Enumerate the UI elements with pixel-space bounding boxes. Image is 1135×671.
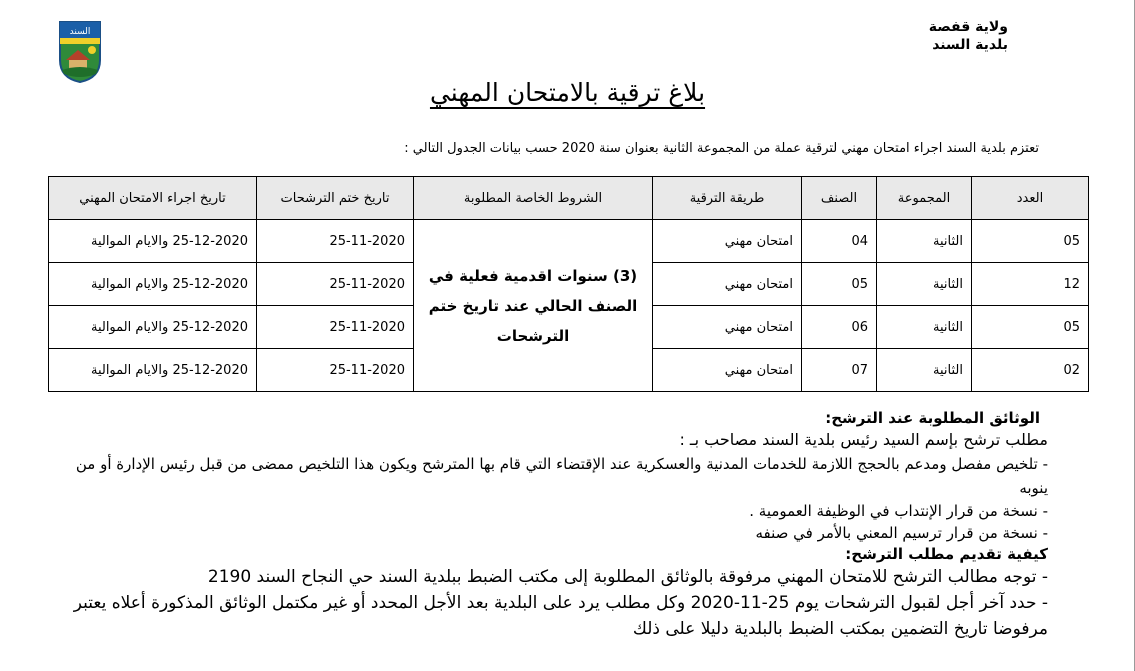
cell-deadline: 25-11-2020	[257, 349, 414, 392]
cell-exam-date: 25-12-2020 والايام الموالية	[49, 263, 257, 306]
cell-grade: 04	[802, 220, 877, 263]
cell-exam-date: 25-12-2020 والايام الموالية	[49, 349, 257, 392]
cell-grade: 06	[802, 306, 877, 349]
issuer-header	[929, 18, 1008, 54]
notice-body	[48, 408, 1048, 642]
cell-count: 05	[972, 220, 1089, 263]
cell-deadline: 25-11-2020	[257, 220, 414, 263]
header-conditions: الشروط الخاصة المطلوبة	[414, 177, 653, 220]
intro-paragraph: تعتزم بلدية السند اجراء امتحان مهني لترقية عملة من المجموعة الثانية بعنوان سنة 2020 حسب بيانات الجدول التالي :	[404, 141, 1039, 156]
table-header-row	[49, 177, 1089, 220]
table-row	[49, 220, 1089, 263]
header-method: طريقة الترقية	[653, 177, 802, 220]
page-title	[0, 78, 1135, 107]
cell-count: 05	[972, 306, 1089, 349]
documents-item-summary: - تلخيص مفصل ومدعم بالحجج اللازمة للخدمات المدنية والعسكرية عند الإقتضاء التي قام بها المترشح ويكون هذا التلخيص ممضى من قبل رئيس الإدارة أو من ينوبه	[75, 455, 1048, 497]
cell-count: 02	[972, 349, 1089, 392]
cell-exam-date: 25-12-2020 والايام الموالية	[49, 306, 257, 349]
cell-group: الثانية	[877, 263, 972, 306]
cell-group: الثانية	[877, 220, 972, 263]
cell-method: امتحان مهني	[653, 220, 802, 263]
cell-method: امتحان مهني	[653, 263, 802, 306]
header-grade: الصنف	[802, 177, 877, 220]
cell-grade: 07	[802, 349, 877, 392]
page-title-text: بلاغ ترقية بالامتحان المهني	[429, 78, 706, 107]
cell-group: الثانية	[877, 349, 972, 392]
documents-item-tenure: - نسخة من قرار ترسيم المعني بالأمر في صنفه	[755, 524, 1048, 542]
header-group: المجموعة	[877, 177, 972, 220]
documents-intro-line: مطلب ترشح بإسم السيد رئيس بلدية السند مصاحب بـ :	[679, 430, 1048, 449]
cell-conditions: (3) سنوات اقدمية فعلية في الصنف الحالي عند تاريخ ختم الترشحات	[414, 220, 653, 392]
documents-item-appointment: - نسخة من قرار الإنتداب في الوظيفة العمومية .	[749, 502, 1048, 520]
cell-exam-date: 25-12-2020 والايام الموالية	[49, 220, 257, 263]
submission-heading: كيفية تقديم مطلب الترشح:	[845, 545, 1048, 563]
logo-text: السند	[69, 27, 91, 37]
cell-count: 12	[972, 263, 1089, 306]
municipality-crest-icon	[58, 20, 102, 84]
submission-address-line: - توجه مطالب الترشح للامتحان المهني مرفوقة بالوثائق المطلوبة إلى مكتب الضبط ببلدية السند حي النجاح السند 2190	[207, 567, 1048, 587]
cell-method: امتحان مهني	[653, 306, 802, 349]
cell-method: امتحان مهني	[653, 349, 802, 392]
cell-deadline: 25-11-2020	[257, 263, 414, 306]
header-deadline: تاريخ ختم الترشحات	[257, 177, 414, 220]
header-exam-date: تاريخ اجراء الامتحان المهني	[49, 177, 257, 220]
cell-grade: 05	[802, 263, 877, 306]
cell-group: الثانية	[877, 306, 972, 349]
cell-deadline: 25-11-2020	[257, 306, 414, 349]
header-count: العدد	[972, 177, 1089, 220]
municipality-name: بلدية السند	[932, 37, 1008, 53]
documents-heading: الوثائق المطلوبة عند الترشح:	[825, 409, 1040, 427]
submission-deadline-line: - حدد آخر أجل لقبول الترشحات يوم 25-11-2020 وكل مطلب يرد على البلدية بعد الأجل المحدد أو غير مكتمل الوثائق المذكورة أعلاه يعتبر مرفوضا تاريخ التضمين بمكتب الضبط بالبلدية دليلا على ذلك	[73, 593, 1048, 639]
governorate-name: ولاية قفصة	[928, 19, 1008, 35]
promotion-table	[48, 176, 1089, 392]
